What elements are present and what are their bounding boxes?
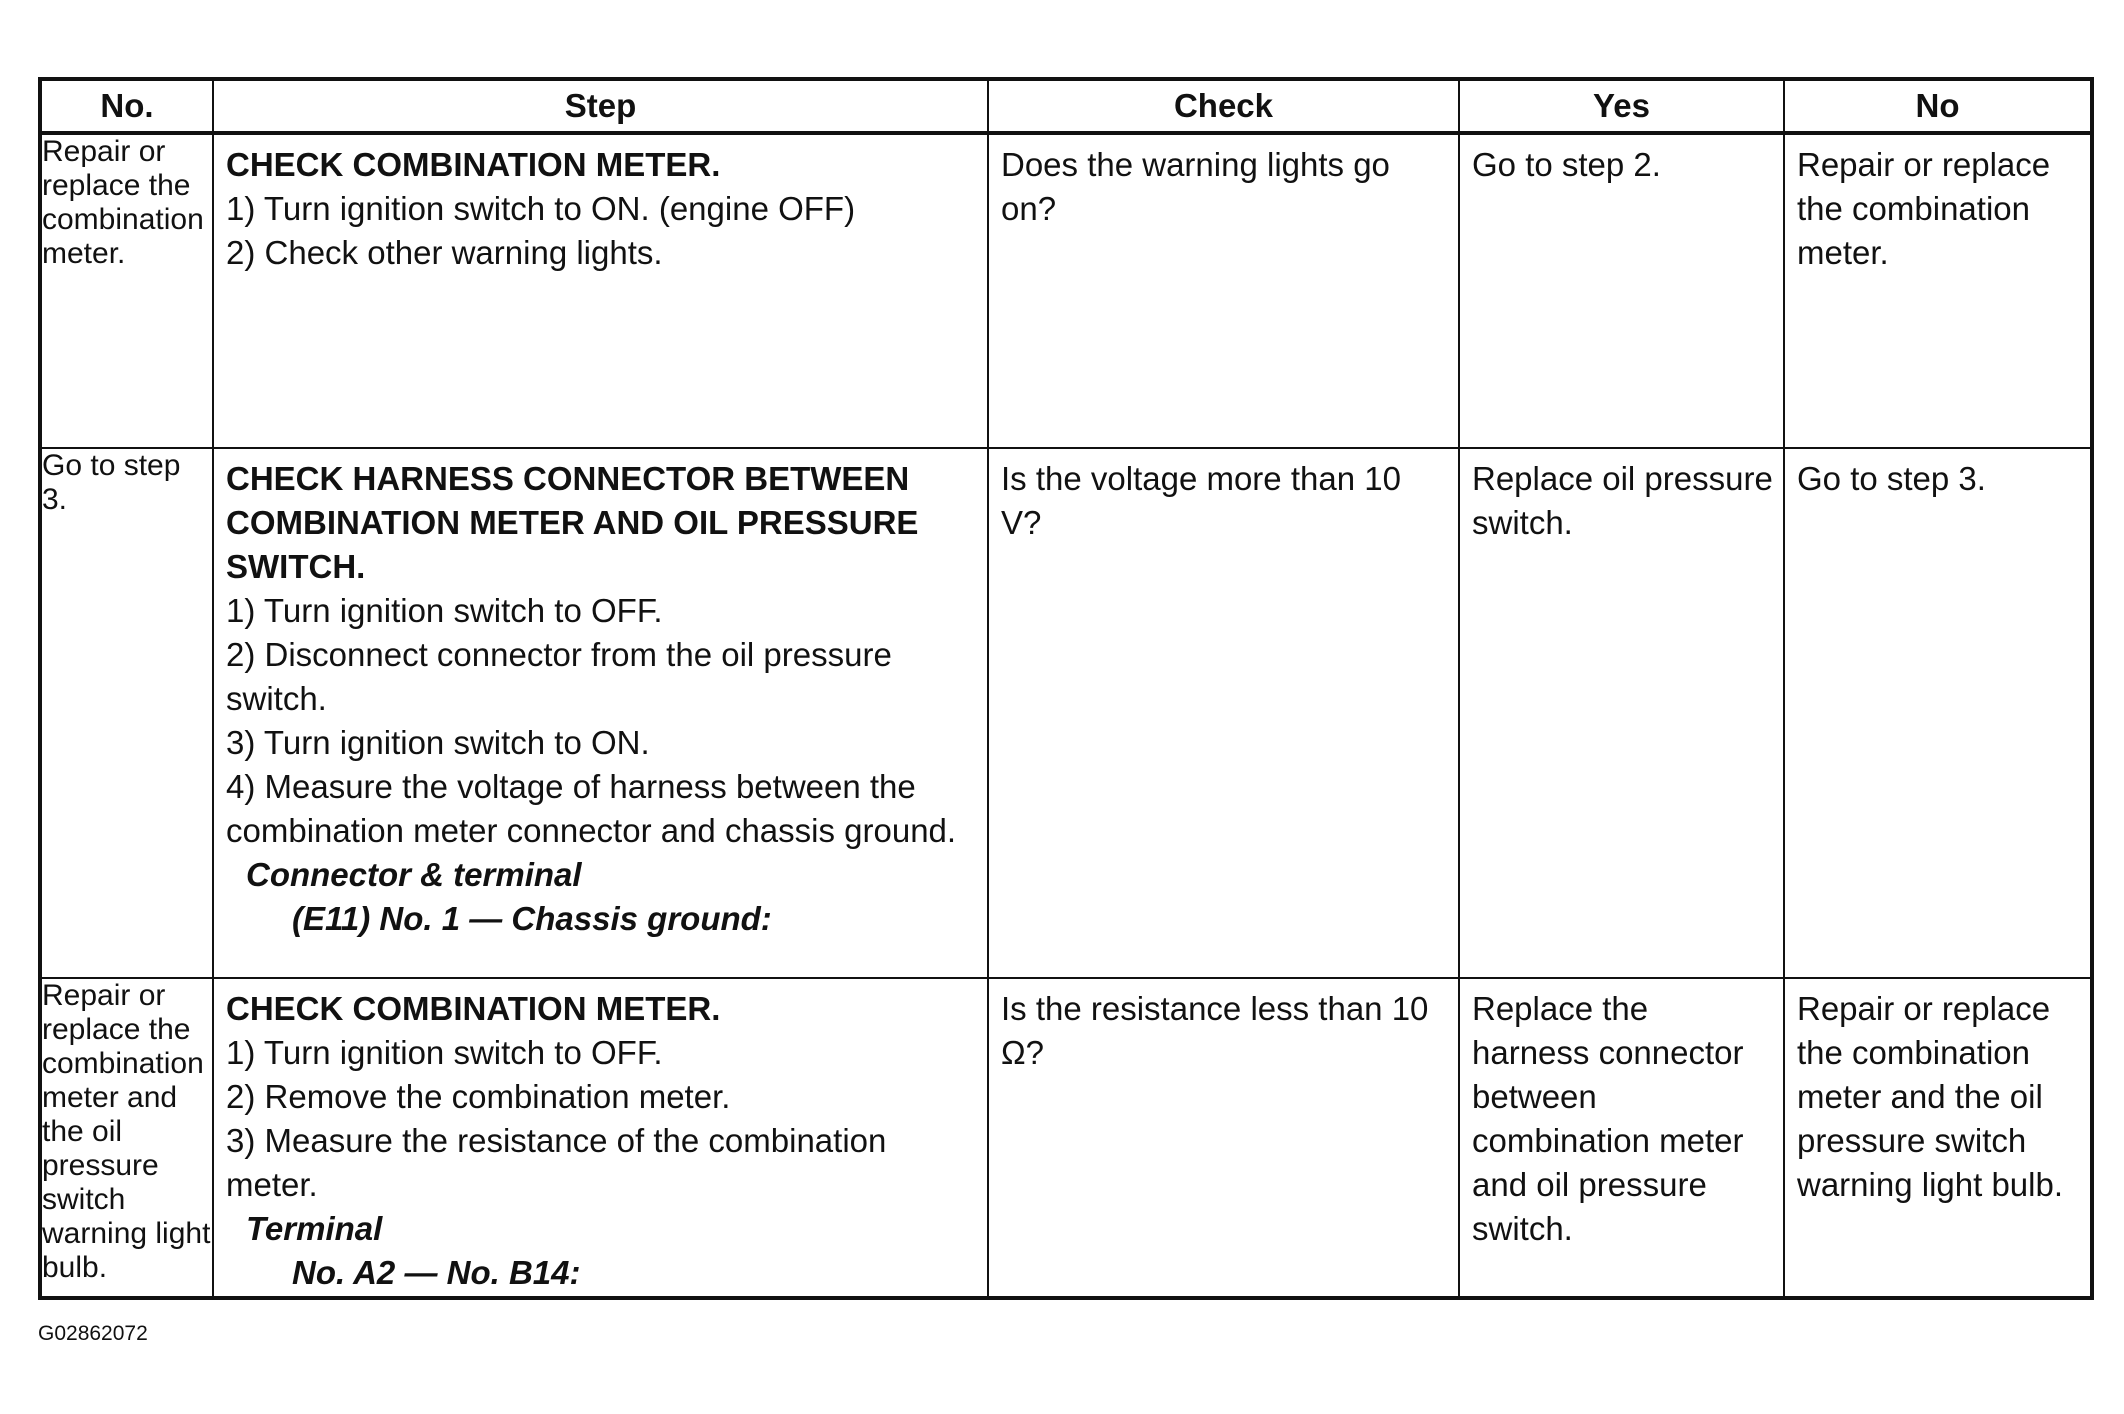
no-text: Go to step 3. [1797, 460, 1986, 497]
check-text: Is the voltage more than 10 V? [1001, 460, 1401, 541]
step-instruction: 1) Turn ignition switch to OFF. [226, 1034, 663, 1071]
check-cell [988, 133, 1459, 448]
step-instruction: 1) Turn ignition switch to OFF. [226, 592, 663, 629]
header-check: Check [988, 79, 1459, 133]
step-instruction: 1) Turn ignition switch to ON. (engine OFF) [226, 190, 856, 227]
check-text: Does the warning lights go on? [1001, 146, 1390, 227]
table-row [40, 133, 2092, 448]
no-cell [1784, 133, 2092, 448]
step-cell [213, 978, 988, 1298]
spec-label: Connector & terminal [246, 856, 582, 893]
step-instruction: 4) Measure the voltage of harness between the combination meter connector and chassis ground. [226, 768, 957, 849]
spec-value: No. A2 — No. B14: [292, 1254, 581, 1291]
step-number: Go to step 3. [40, 448, 213, 978]
step-cell [213, 133, 988, 448]
step-instruction: 2) Remove the combination meter. [226, 1078, 731, 1115]
step-instruction: 3) Measure the resistance of the combination meter. [226, 1122, 887, 1203]
step-instruction: 2) Disconnect connector from the oil pressure switch. [226, 636, 892, 717]
header-yes: Yes [1459, 79, 1784, 133]
header-row [40, 79, 2092, 133]
yes-cell [1459, 133, 1784, 448]
step-instruction: 2) Check other warning lights. [226, 234, 663, 271]
step-title: CHECK HARNESS CONNECTOR BETWEEN COMBINATION METER AND OIL PRESSURE SWITCH. [226, 460, 919, 585]
no-text: Repair or replace the combination meter and the oil pressure switch warning light bulb. [1797, 990, 2063, 1203]
no-text: Repair or replace the combination meter. [1797, 146, 2051, 271]
yes-cell [1459, 978, 1784, 1298]
header-no-result: No [1784, 79, 2092, 133]
no-cell [1784, 978, 2092, 1298]
figure-code: G02862072 [38, 1322, 148, 1345]
check-text: Is the resistance less than 10 Ω? [1001, 990, 1429, 1071]
spec-value: (E11) No. 1 — Chassis ground: [292, 900, 772, 937]
yes-cell [1459, 448, 1784, 978]
no-cell [1784, 448, 2092, 978]
yes-text: Go to step 2. [1472, 146, 1661, 183]
table-row [40, 448, 2092, 978]
step-title: CHECK COMBINATION METER. [226, 990, 721, 1027]
table-row [40, 978, 2092, 1298]
step-number: Repair or replace the combination meter and the oil pressure switch warning light bulb. [40, 978, 213, 1298]
header-step: Step [213, 79, 988, 133]
step-cell [213, 448, 988, 978]
spec-label: Terminal [246, 1210, 383, 1247]
step-instruction: 3) Turn ignition switch to ON. [226, 724, 650, 761]
diagnostic-table [38, 77, 2094, 1300]
check-cell [988, 978, 1459, 1298]
yes-text: Replace oil pressure switch. [1472, 460, 1773, 541]
check-cell [988, 448, 1459, 978]
header-no: No. [40, 79, 213, 133]
step-title: CHECK COMBINATION METER. [226, 146, 721, 183]
yes-text: Replace the harness connector between combination meter and oil pressure switch. [1472, 990, 1744, 1247]
step-number: Repair or replace the combination meter. [40, 133, 213, 448]
